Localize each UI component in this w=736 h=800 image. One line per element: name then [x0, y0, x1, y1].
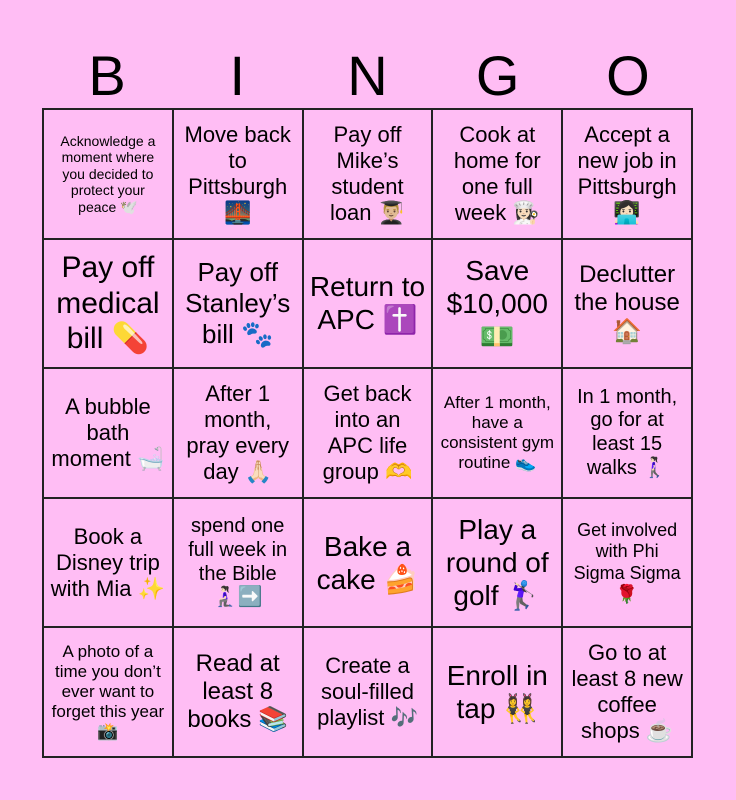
bingo-board: [42, 108, 693, 758]
header-letter-g: G: [475, 44, 520, 107]
bingo-cell[interactable]: Acknowledge a moment where you decided to protect your peace 🕊️: [43, 109, 173, 239]
bingo-cell[interactable]: A photo of a time you don’t ever want to forget this year 📸: [43, 627, 173, 757]
bingo-cell[interactable]: Book a Disney trip with Mia ✨: [43, 498, 173, 628]
bingo-cell[interactable]: Return to APC ✝️: [303, 239, 433, 369]
bingo-cell[interactable]: Declutter the house 🏠: [562, 239, 692, 369]
bingo-cell[interactable]: Pay off Mike’s student loan 👨🏼‍🎓: [303, 109, 433, 239]
bingo-cell[interactable]: Save $10,000 💵: [432, 239, 562, 369]
bingo-cell[interactable]: Cook at home for one full week 👩🏻‍🍳: [432, 109, 562, 239]
bingo-cell[interactable]: After 1 month, pray every day 🙏🏻: [173, 368, 303, 498]
bingo-cell[interactable]: Read at least 8 books 📚: [173, 627, 303, 757]
bingo-cell[interactable]: Go to at least 8 new coffee shops ☕: [562, 627, 692, 757]
bingo-cell[interactable]: spend one full week in the Bible 🧎🏻‍♀️➡️: [173, 498, 303, 628]
bingo-header: [42, 44, 693, 108]
bingo-cell[interactable]: Bake a cake 🍰: [303, 498, 433, 628]
header-letter-i: I: [229, 44, 246, 107]
bingo-cell[interactable]: Create a soul-filled playlist 🎶: [303, 627, 433, 757]
bingo-cell[interactable]: Get back into an APC life group 🫶: [303, 368, 433, 498]
bingo-cell[interactable]: Move back to Pittsburgh 🌉: [173, 109, 303, 239]
bingo-cell[interactable]: Accept a new job in Pittsburgh 👩🏻‍💻: [562, 109, 692, 239]
bingo-cell[interactable]: A bubble bath moment 🛁: [43, 368, 173, 498]
bingo-cell[interactable]: After 1 month, have a consistent gym routine 👟: [432, 368, 562, 498]
bingo-cell[interactable]: Pay off medical bill 💊: [43, 239, 173, 369]
header-letter-o: O: [606, 44, 650, 107]
bingo-cell[interactable]: Enroll in tap 👯‍♀️: [432, 627, 562, 757]
bingo-cell[interactable]: Get involved with Phi Sigma Sigma 🌹: [562, 498, 692, 628]
bingo-cell[interactable]: In 1 month, go for at least 15 walks 🚶🏻‍♀️: [562, 368, 692, 498]
bingo-cell[interactable]: Play a round of golf 🏌🏻‍♀️: [432, 498, 562, 628]
header-letter-b: B: [88, 44, 126, 107]
header-letter-n: N: [347, 44, 388, 107]
bingo-cell[interactable]: Pay off Stanley’s bill 🐾: [173, 239, 303, 369]
